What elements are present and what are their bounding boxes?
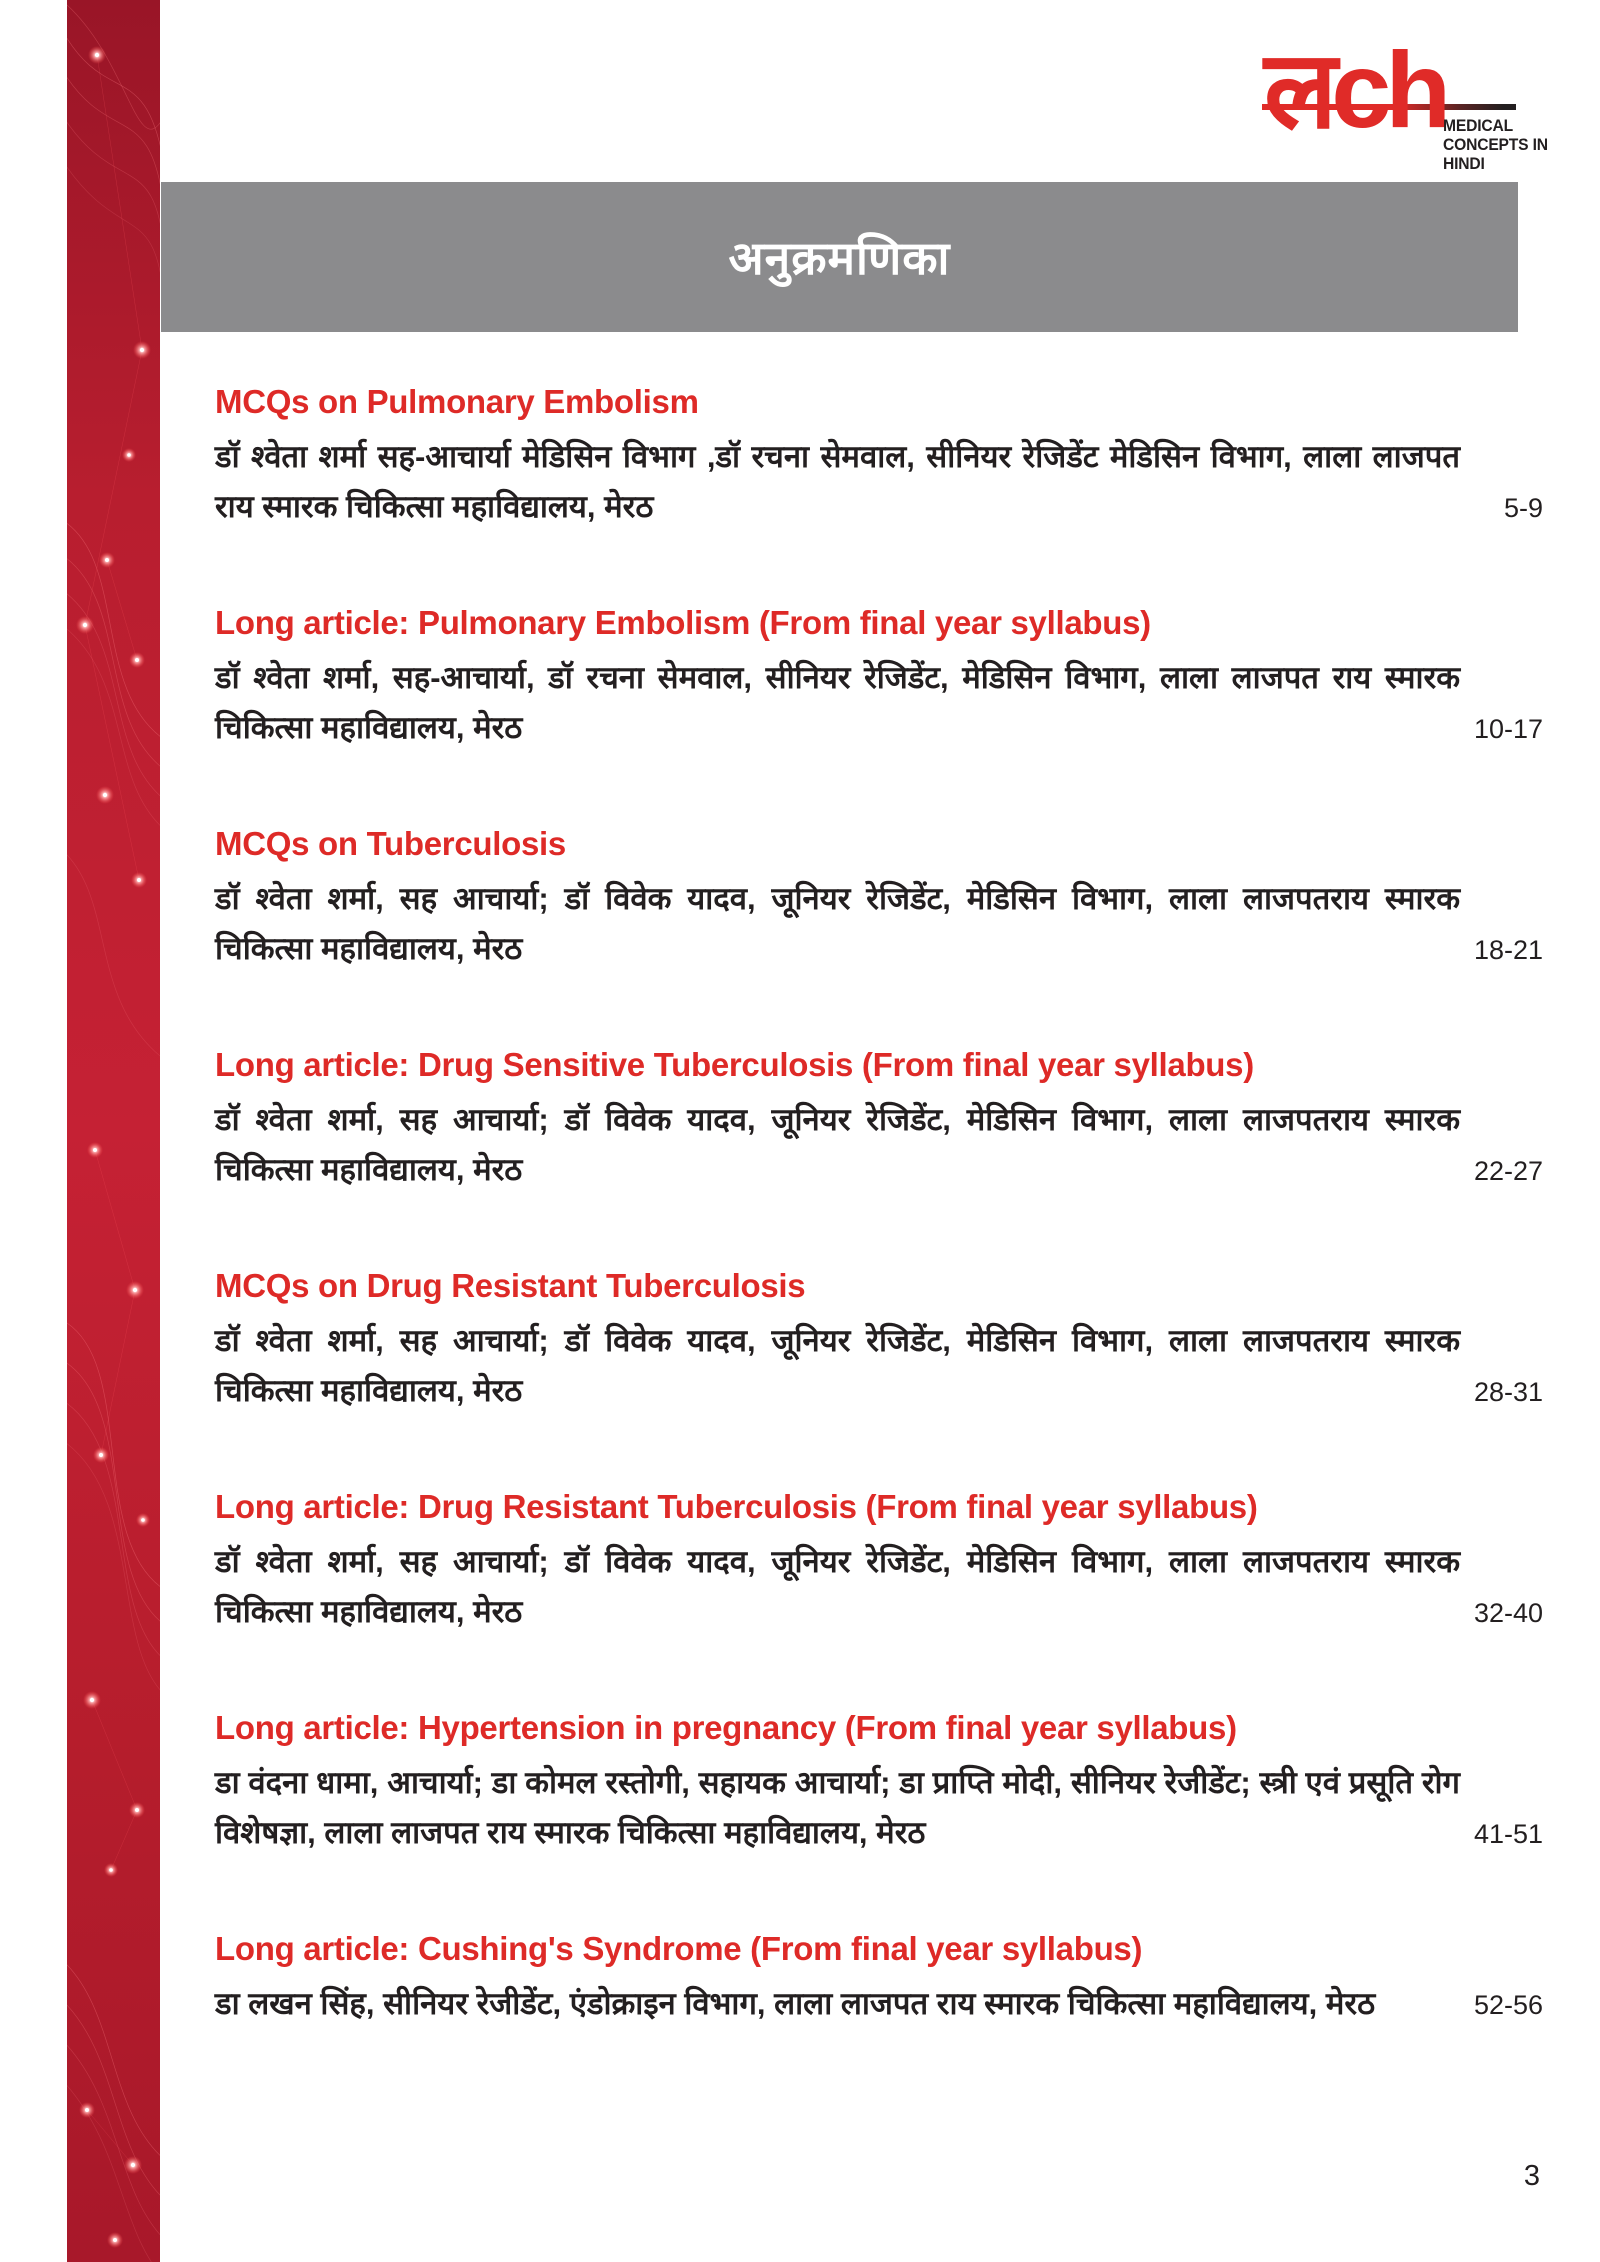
- entry-page-range: 41-51: [1473, 1819, 1543, 1849]
- entry-title: MCQs on Drug Resistant Tuberculosis: [215, 1267, 806, 1304]
- logo-wordmark: लch: [1264, 29, 1446, 150]
- toc-entry-6: [215, 1486, 1543, 1637]
- entry-page-range: 5-9: [1503, 493, 1543, 523]
- toc-header-bar: [161, 182, 1518, 332]
- logo-tagline-line-1: MEDICAL: [1443, 116, 1513, 135]
- toc-entry-8: [215, 1928, 1543, 2029]
- mch-logo: [1262, 29, 1548, 191]
- entry-authors: डॉ श्वेता शर्मा, सह-आचार्या, डॉ रचना सेमवाल, सीनियर रेजिडेंट, मेडिसिन विभाग, लाला लाजपत राय स्मारक चिकित्सा महाविद्यालय, मेरठ: [215, 660, 1460, 745]
- page-title: अनुक्रमणिका: [728, 232, 951, 284]
- entry-title: Long article: Pulmonary Embolism (From final year syllabus): [215, 604, 1151, 641]
- entry-title: Long article: Cushing's Syndrome (From final year syllabus): [215, 1930, 1143, 1967]
- toc-entry-5: [215, 1265, 1543, 1416]
- sidebar-pattern-graphic: [67, 0, 160, 2262]
- entry-page-range: 32-40: [1473, 1598, 1543, 1628]
- toc-entry-7: [215, 1707, 1543, 1858]
- entry-authors: डॉ श्वेता शर्मा, सह आचार्या; डॉ विवेक यादव, जूनियर रेजिडेंट, मेडिसिन विभाग, लाला लाजपतराय स्मारक चिकित्सा महाविद्यालय, मेरठ: [215, 881, 1460, 966]
- entry-authors: डा वंदना धामा, आचार्या; डा कोमल रस्तोगी, सहायक आचार्या; डा प्राप्ति मोदी, सीनियर रेजीडेंट; स्त्री एवं प्रसूति रोग विशेषज्ञा, लाला लाजपत राय स्मारक चिकित्सा महाविद्यालय, मेरठ: [215, 1765, 1460, 1850]
- toc-entry-1: [215, 381, 1543, 532]
- entry-authors: डा लखन सिंह, सीनियर रेजीडेंट, एंडोक्राइन विभाग, लाला लाजपत राय स्मारक चिकित्सा महाविद्यालय, मेरठ: [215, 1986, 1376, 2021]
- toc-entry-3: [215, 823, 1543, 974]
- entry-authors: डॉ श्वेता शर्मा, सह आचार्या; डॉ विवेक यादव, जूनियर रेजिडेंट, मेडिसिन विभाग, लाला लाजपतराय स्मारक चिकित्सा महाविद्यालय, मेरठ: [215, 1544, 1460, 1629]
- entry-authors: डॉ श्वेता शर्मा, सह आचार्या; डॉ विवेक यादव, जूनियर रेजिडेंट, मेडिसिन विभाग, लाला लाजपतराय स्मारक चिकित्सा महाविद्यालय, मेरठ: [215, 1323, 1460, 1408]
- entry-title: Long article: Drug Resistant Tuberculosis (From final year syllabus): [215, 1488, 1258, 1525]
- entry-title: Long article: Drug Sensitive Tuberculosis (From final year syllabus): [215, 1046, 1254, 1083]
- logo-tagline: [1443, 116, 1557, 173]
- entry-title: Long article: Hypertension in pregnancy (From final year syllabus): [215, 1709, 1237, 1746]
- entry-page-range: 52-56: [1473, 1990, 1543, 2020]
- entry-title: MCQs on Pulmonary Embolism: [215, 383, 699, 420]
- entry-authors: डॉ श्वेता शर्मा सह-आचार्या मेडिसिन विभाग ,डॉ रचना सेमवाल, सीनियर रेजिडेंट मेडिसिन विभाग, लाला लाजपत राय स्मारक चिकित्सा महाविद्यालय, मेरठ: [215, 439, 1460, 524]
- toc-entry-4: [215, 1044, 1543, 1195]
- logo-tagline-line-3: HINDI: [1443, 154, 1485, 173]
- logo-tagline-line-2: CONCEPTS IN: [1443, 135, 1548, 154]
- toc-list: [215, 381, 1543, 2099]
- decorative-red-sidebar: [67, 0, 160, 2262]
- entry-authors: डॉ श्वेता शर्मा, सह आचार्या; डॉ विवेक यादव, जूनियर रेजिडेंट, मेडिसिन विभाग, लाला लाजपतराय स्मारक चिकित्सा महाविद्यालय, मेरठ: [215, 1102, 1460, 1187]
- entry-page-range: 10-17: [1473, 714, 1543, 744]
- entry-page-range: 28-31: [1473, 1377, 1543, 1407]
- page-number: 3: [1523, 2160, 1540, 2192]
- toc-entry-2: [215, 602, 1543, 753]
- entry-title: MCQs on Tuberculosis: [215, 825, 566, 862]
- entry-page-range: 22-27: [1473, 1156, 1543, 1186]
- entry-page-range: 18-21: [1473, 935, 1543, 965]
